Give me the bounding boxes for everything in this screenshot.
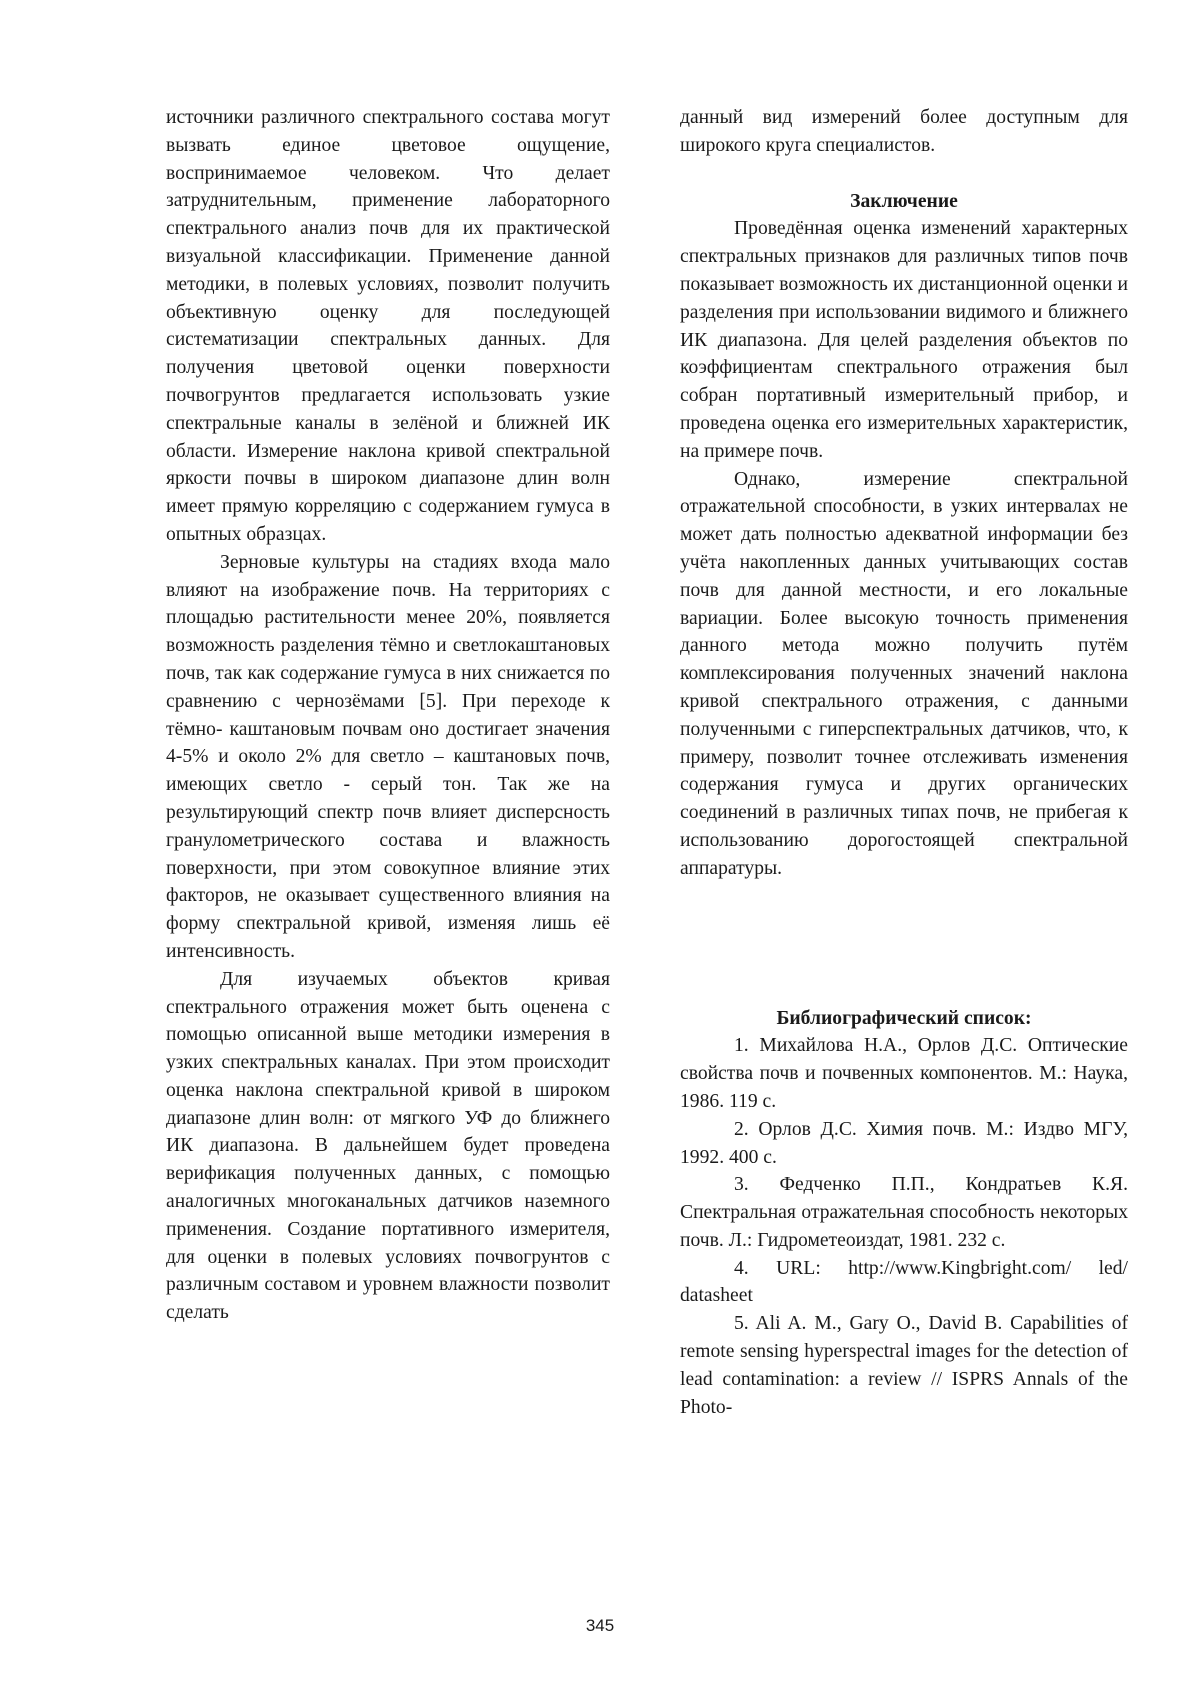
reference-list: [680, 1032, 1128, 1421]
page-number: 345: [585, 1616, 615, 1635]
reference-item: 2. Орлов Д.С. Химия почв. М.: Издво МГУ, 1992. 400 с.: [680, 1118, 1128, 1168]
body-paragraph: Зерновые культуры на стадиях входа мало влияют на изображение почв. На территориях с площадью растительности менее 20%, появляется возможность разделения тёмно и светлокаштановых почв, так как содержание гумуса в них снижается по сравнению с чернозёмами [5]. При переходе к тёмно- каштановым почвам оно достигает значения 4-5% и около 2% для светло – каштановых почв, имеющих светло - серый тон. Так же на результирующий спектр почв влияет дисперсность гранулометрического состава и влажность поверхности, при этом совокупное влияние этих факторов, не оказывает существенного влияния на форму спектральной кривой, изменяя лишь её интенсивность.: [166, 551, 610, 962]
spacer: [680, 160, 1128, 188]
body-paragraph: источники различного спектрального состава могут вызвать единое цветовое ощущение, воспринимаемое человеком. Что делает затруднительным, применение лабораторного спектрального анализ почв для их практической визуальной классификации. Применение данной методики, в полевых условиях, позволит получить объективную оценку для последующей систематизации спектральных данных. Для получения цветовой оценки поверхности почвогрунтов предлагается использовать узкие спектральные каналы в зелёной и ближней ИК области. Измерение наклона кривой спектральной яркости почвы в широком диапазоне длин волн имеет прямую корреляцию с содержанием гумуса в опытных образцах.: [166, 107, 610, 545]
reference-item: 3. Федченко П.П., Кондратьев К.Я. Спектральная отражательная способность некоторых почв. Л.: Гидрометеоиздат, 1981. 232 с.: [680, 1174, 1128, 1251]
body-paragraph: Для изучаемых объектов кривая спектрального отражения может быть оценена с помощью описанной выше методики измерения в узких спектральных каналах. При этом происходит оценка наклона спектральной кривой в широком диапазоне длин волн: от мягкого УФ до ближнего ИК диапазона. В дальнейшем будет проведена верификация полученных данных, с помощью аналогичных многоканальных датчиков наземного применения. Создание портативного измерителя, для оценки в полевых условиях почвогрунтов с различным составом и уровнем влажности позволит сделать: [166, 968, 610, 1324]
conclusion-paragraph: Однако, измерение спектральной отражательной способности, в узких интервалах не может дать полностью адекватной информации без учёта накопленных данных учитывающих состав почв для данной местности, и его локальные вариации. Более высокую точность применения данного метода можно получить путём комплексирования полученных значений наклона кривой спектрального отражения, с данными полученными с гиперспектральных датчиков, что, к примеру, позволит точнее отслеживать изменения содержания гумуса и других органических соединений в различных типах почв, не прибегая к использованию дорогостоящей спектральной аппаратуры.: [680, 468, 1128, 879]
right-column: [680, 104, 1128, 1421]
conclusion-paragraph: Проведённая оценка изменений характерных спектральных признаков для различных типов почв показывает возможность их дистанционной оценки и разделения при использовании видимого и ближнего ИК диапазона. Для целей разделения объектов по коэффициентам спектрального отражения был собран портативный измерительный прибор, и проведена оценка его измерительных характеристик, на примере почв.: [680, 218, 1128, 462]
continuation-paragraph: данный вид измерений более доступным для широкого круга специалистов.: [680, 107, 1128, 156]
conclusion-heading: Заключение: [850, 190, 958, 212]
spacer: [680, 883, 1128, 1005]
reference-item: 1. Михайлова Н.А., Орлов Д.С. Оптические свойства почв и почвенных компонентов. М.: Наука, 1986. 119 с.: [680, 1035, 1128, 1112]
left-column: [166, 104, 610, 1327]
reference-item: 4. URL: http://www.Kingbright.com/ led/ datasheet: [680, 1257, 1128, 1307]
reference-item: 5. Ali A. M., Gary O., David B. Capabilities of remote sensing hyperspectral images for the detection of lead contamination: a review // ISPRS Annals of the Photo-: [680, 1313, 1128, 1418]
references-heading: Библиографический список:: [776, 1007, 1032, 1029]
